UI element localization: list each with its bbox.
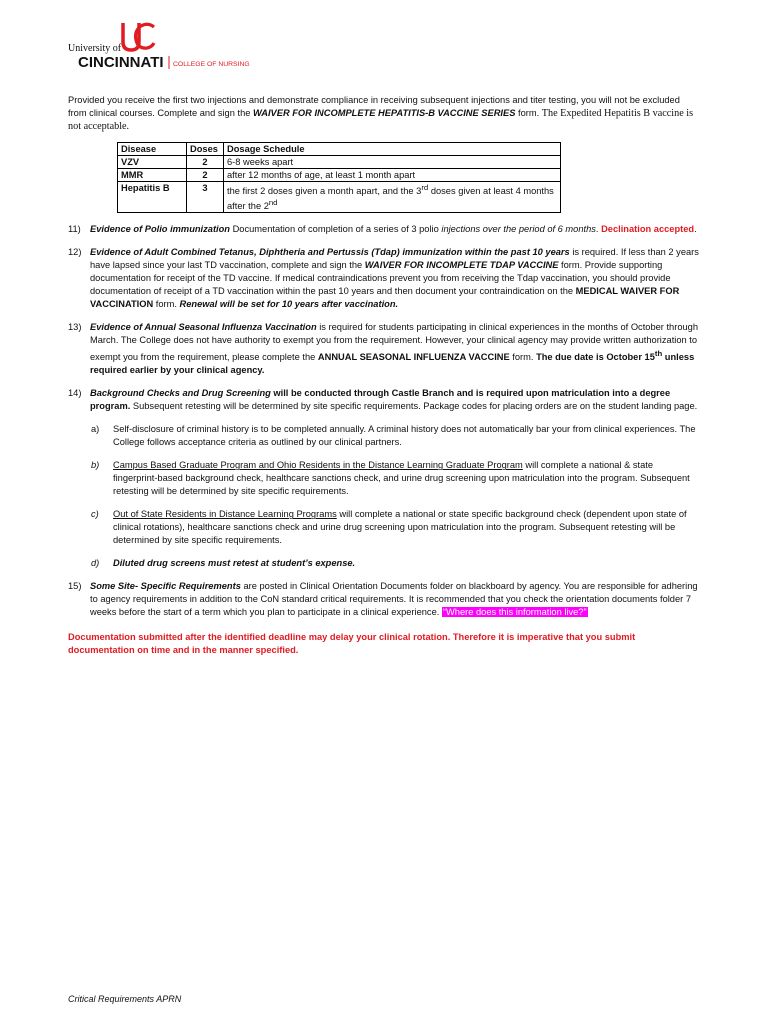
declination-accepted-note: Declination accepted <box>601 224 695 235</box>
vaccine-schedule-table <box>117 142 561 213</box>
logo-line2: CINCINNATI <box>78 54 164 70</box>
item-text: is required for students participating in clinical experiences in the months of October through March. The College does not have authority to exempt you from the requirement. However, your clinical agency may provide written authorization to exempt you from the requirement, please complete the <box>90 322 699 363</box>
item-end: . <box>694 224 697 235</box>
renewal-note: Renewal will be set for 10 years after vaccination. <box>179 299 399 310</box>
college-name: COLLEGE OF NURSING <box>173 61 250 68</box>
item-title: Background Checks and Drug Screening <box>90 388 271 399</box>
table-row <box>118 156 561 169</box>
tdap-waiver-form-name: WAIVER FOR INCOMPLETE TDAP VACCINE <box>364 260 559 271</box>
cell-doses: 2 <box>187 156 224 169</box>
cell-doses: 3 <box>187 182 224 213</box>
item-number: 11) <box>68 224 81 235</box>
sub-underlined: Campus Based Graduate Program and Ohio Residents in the Distance Learning Graduate Program <box>113 460 523 471</box>
page-footer: Critical Requirements APRN <box>68 994 182 1004</box>
deadline-warning: Documentation submitted after the identified deadline may delay your clinical rotation. Therefore it is imperative that you submit documentation on time and in the manner specified. <box>68 632 636 656</box>
schedule-sup-2: nd <box>268 198 278 208</box>
item-text: form. <box>153 299 180 310</box>
sub-item-c <box>68 508 700 547</box>
highlighted-comment: “Where does this information live?” <box>442 607 587 618</box>
item-italic-text: injections over the period of 6 months <box>441 224 596 235</box>
intro-paragraph <box>68 94 700 133</box>
cell-doses: 2 <box>187 169 224 182</box>
document-body <box>68 94 700 657</box>
table-row <box>118 169 561 182</box>
requirement-12 <box>68 246 700 311</box>
intro-text-1: Provided you receive the first two injections and demonstrate compliance in receiving subsequent injections and titer testing, you will not be excluded from clinical courses. Complete and sign the <box>68 95 680 118</box>
schedule-text-a: the first 2 doses given a month apart, and the 3 <box>227 186 422 197</box>
item-number: 14) <box>68 388 82 399</box>
expedited-note: The Expedited Hepatitis B vaccine is not acceptable. <box>68 108 694 132</box>
sub-text: will complete a national & state fingerprint-based background check, healthcare sanctions check, and urine drug screening upon matriculation into the program. Subsequent retesting will be determined by site specific requirements. <box>113 460 690 497</box>
header-disease: Disease <box>118 143 187 156</box>
cell-schedule <box>224 182 561 213</box>
item-title: Evidence of Adult Combined Tetanus, Diphtheria and Pertussis (Tdap) immunization within the past 10 years <box>90 247 570 258</box>
due-date-note: The due date is October 15 <box>536 352 655 363</box>
item-text: form. <box>509 352 537 363</box>
table-row <box>118 182 561 213</box>
item-bold-text: will be conducted through Castle Branch and is required upon matriculation into a degree program. <box>90 388 671 412</box>
cell-disease: Hepatitis B <box>118 182 187 213</box>
header-schedule: Dosage Schedule <box>224 143 561 156</box>
sub-letter: a) <box>91 424 100 435</box>
sub-item-d <box>68 557 700 570</box>
item-text: Subsequent retesting will be determined by site specific requirements. Package codes for placing orders are on the student landing page. <box>130 401 698 412</box>
medical-waiver-form-name: MEDICAL WAIVER FOR VACCINATION <box>90 286 680 310</box>
sub-underlined: Out of State Residents in Distance Learning Programs <box>113 509 337 520</box>
due-date-note-end: unless required earlier by your clinical agency. <box>90 352 695 376</box>
sub-letter: b) <box>91 460 100 471</box>
item-number: 13) <box>68 322 82 333</box>
requirement-13 <box>68 321 700 377</box>
item-number: 12) <box>68 247 82 258</box>
sub-text: Diluted drug screens must retest at student’s expense. <box>113 558 356 569</box>
schedule-sup-1: rd <box>421 183 429 192</box>
item-number: 15) <box>68 581 82 592</box>
sub-text: Self-disclosure of criminal history is to be completed annually. A criminal history does not automatically bar your from clinical experiences. The College follows acceptance criteria as outlined by our clinical partners. <box>113 424 696 448</box>
requirement-15 <box>68 580 700 619</box>
cell-schedule: after 12 months of age, at least 1 month apart <box>224 169 561 182</box>
item-text: form. Provide supporting documentation for receipt of the TD vaccine. If medical contraindications prevent you from receiving the Tdap vaccination, you should provide documentation of receipt of a TD vaccination within the past 10 years and then document your contraindication on the <box>90 260 671 297</box>
item-title: Some Site- Specific Requirements <box>90 581 241 592</box>
cell-disease: VZV <box>118 156 187 169</box>
table-header-row <box>118 143 561 156</box>
cell-schedule: 6-8 weeks apart <box>224 156 561 169</box>
requirement-11 <box>68 223 700 236</box>
sub-item-b <box>68 459 700 498</box>
sub-letter: d) <box>91 558 100 569</box>
item-title: Evidence of Annual Seasonal Influenza Vaccination <box>90 322 317 333</box>
uc-logo-mark <box>68 20 268 70</box>
item-text: Documentation of completion of a series of 3 polio <box>230 224 442 235</box>
cell-disease: MMR <box>118 169 187 182</box>
intro-text-3: form. <box>515 108 542 118</box>
influenza-form-name: ANNUAL SEASONAL INFLUENZA VACCINE <box>317 352 510 363</box>
item-text: are posted in Clinical Orientation Documents folder on blackboard by agency. You are responsible for adhering to agency requirements in addition to the CoN standard critical requirements. It is recommended that you check the orientation documents folder 7 weeks before the start of a term which you plan to participate in a clinical experience. <box>90 581 698 618</box>
header-doses: Doses <box>187 143 224 156</box>
schedule-text-b: doses given at least 4 months after the 2 <box>227 186 554 212</box>
logo-line1: University of <box>68 43 122 54</box>
requirement-14 <box>68 387 700 413</box>
sub-item-a <box>68 423 700 449</box>
sub-text: will complete a national or state specific background check (dependent upon state of clinical rotations), healthcare sanctions check and urine drug screening upon matriculation into the program. Subsequent retesting will be determined by site specific requirements. <box>113 509 687 546</box>
due-date-sup: th <box>654 349 663 359</box>
item-text: is required. If less than 2 years have lapsed since your last TD vaccination, complete and sign the <box>90 247 699 271</box>
university-logo <box>68 20 268 70</box>
item-title: Evidence of Polio immunization <box>90 224 230 235</box>
sub-letter: c) <box>91 509 99 520</box>
item-punct: . <box>595 224 602 235</box>
hepb-waiver-form-name: WAIVER FOR INCOMPLETE HEPATITIS-B VACCINE SERIES <box>253 108 516 118</box>
